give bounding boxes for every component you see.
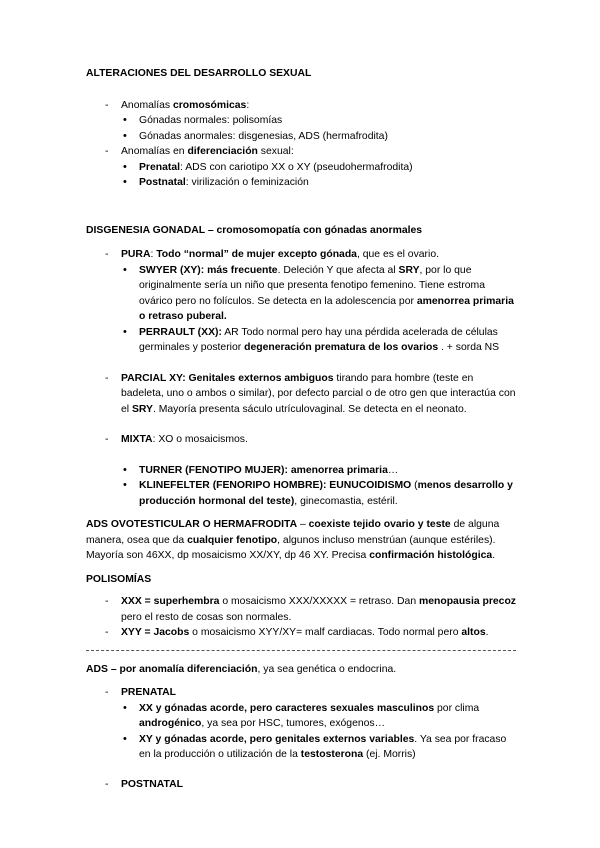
ads-ovotesticular-paragraph: ADS OVOTESTICULAR O HERMAFRODITA – coexiste tejido ovario y teste de alguna manera, osea que da cualquier fenotipo, algunos incluso menstrúan (aunque estériles). Mayoría son 46XX, dp mosaicismo XX/XY, dp 46 XY. Precisa confirmación histológica. bbox=[86, 519, 500, 561]
polisomias-list bbox=[86, 594, 516, 641]
prenatal-sublist bbox=[121, 701, 516, 763]
disgenesia-list bbox=[86, 247, 516, 448]
alteraciones-list bbox=[86, 98, 516, 191]
list-item: - MIXTA: XO o mosaicismos. bbox=[86, 432, 516, 448]
list-item: - XYY = Jacobs o mosaicismo XYY/XY= malf cardiacas. Todo normal pero altos. bbox=[86, 625, 516, 641]
list-item: • KLINEFELTER (FENORIPO HOMBRE): EUNUCOIDISMO (menos desarrollo y producción hormonal del teste), ginecomastia, estéril. bbox=[86, 478, 516, 509]
list-item: • Prenatal: ADS con cariotipo XX o XY (pseudohermafrodita) bbox=[121, 160, 516, 176]
list-item: - PARCIAL XY: Genitales externos ambiguos tirando para hombre (teste en badeleta, uno o ambos o similar), por defecto parcial o de otro gen que interactúa con el SRY. Mayoría presenta sáculo utrículovaginal. Se detecta en el neonato. bbox=[86, 371, 516, 418]
list-item: • XX y gónadas acorde, pero caracteres sexuales masculinos por clima androgénico, ya sea por HSC, tumores, exógenos… bbox=[121, 701, 516, 732]
list-item: • PERRAULT (XX): AR Todo normal pero hay una pérdida acelerada de células germinales y posterior degeneración prematura de los ovarios . + sorda NS bbox=[121, 325, 516, 356]
section-divider bbox=[86, 650, 516, 652]
ads-diferenciacion-title: ADS – por anomalía diferenciación, ya sea genética o endocrina. bbox=[86, 663, 397, 675]
ads-list bbox=[86, 685, 516, 792]
list-item: - PURA: Todo “normal” de mujer excepto gónada, que es el ovario. • SWYER (XY): más frecuente. Deleción Y que afecta al SRY, por lo que originalmente sería un niño que presenta fenotipo femenino. Tiene estroma ovárico pero no folículos. Se detecta en la adolescencia por amenorrea primaria o retraso puberal. • PERRAULT (XX): AR Todo normal pero hay una pérdida acelerada de células germinales y posterior degeneración prematura de los ovarios . + sorda NS bbox=[86, 247, 516, 356]
section-title-alteraciones: ALTERACIONES DEL DESARROLLO SEXUAL bbox=[86, 68, 312, 79]
section-title-disgenesia: DISGENESIA GONADAL – cromosomopatía con gónadas anormales bbox=[86, 224, 423, 236]
cromosomicas-sublist bbox=[121, 113, 516, 144]
list-item: • TURNER (FENOTIPO MUJER): amenorrea primaria… bbox=[86, 463, 516, 479]
list-item: • Postnatal: virilización o feminización bbox=[121, 175, 516, 191]
list-item: • SWYER (XY): más frecuente. Deleción Y que afecta al SRY, por lo que originalmente sería un niño que presenta fenotipo femenino. Tiene estroma ovárico pero no folículos. Se detecta en la adolescencia por amenorrea primaria o retraso puberal. bbox=[121, 263, 516, 325]
diferenciacion-sublist bbox=[121, 160, 516, 191]
list-item: • XY y gónadas acorde, pero genitales externos variables. Ya sea por fracaso en la producción o utilización de la testosterona (ej. Morris) bbox=[121, 732, 516, 763]
list-item: - XXX = superhembra o mosaicismo XXX/XXXXX = retraso. Dan menopausia precoz pero el resto de cosas son normales. bbox=[86, 594, 516, 625]
document-page bbox=[86, 66, 516, 792]
list-item: - PRENATAL • XX y gónadas acorde, pero caracteres sexuales masculinos por clima androgénico, ya sea por HSC, tumores, exógenos… • XY y gónadas acorde, pero genitales externos variables. Ya sea por fracaso en la producción o utilización de la testosterona (ej. Morris) bbox=[86, 685, 516, 763]
mixta-sublist bbox=[86, 463, 516, 510]
section-title-polisomias: POLISOMÍAS bbox=[86, 573, 152, 585]
list-item: - Anomalías en diferenciación sexual: • Prenatal: ADS con cariotipo XX o XY (pseudohermafrodita) • Postnatal: virilización o feminización bbox=[86, 144, 516, 191]
pura-sublist bbox=[121, 263, 516, 356]
list-item: - Anomalías cromosómicas: • Gónadas normales: polisomías • Gónadas anormales: disgenesias, ADS (hermafrodita) bbox=[86, 98, 516, 145]
list-item: - POSTNATAL bbox=[86, 777, 516, 793]
list-item: • Gónadas anormales: disgenesias, ADS (hermafrodita) bbox=[121, 129, 516, 145]
list-item: • Gónadas normales: polisomías bbox=[121, 113, 516, 129]
